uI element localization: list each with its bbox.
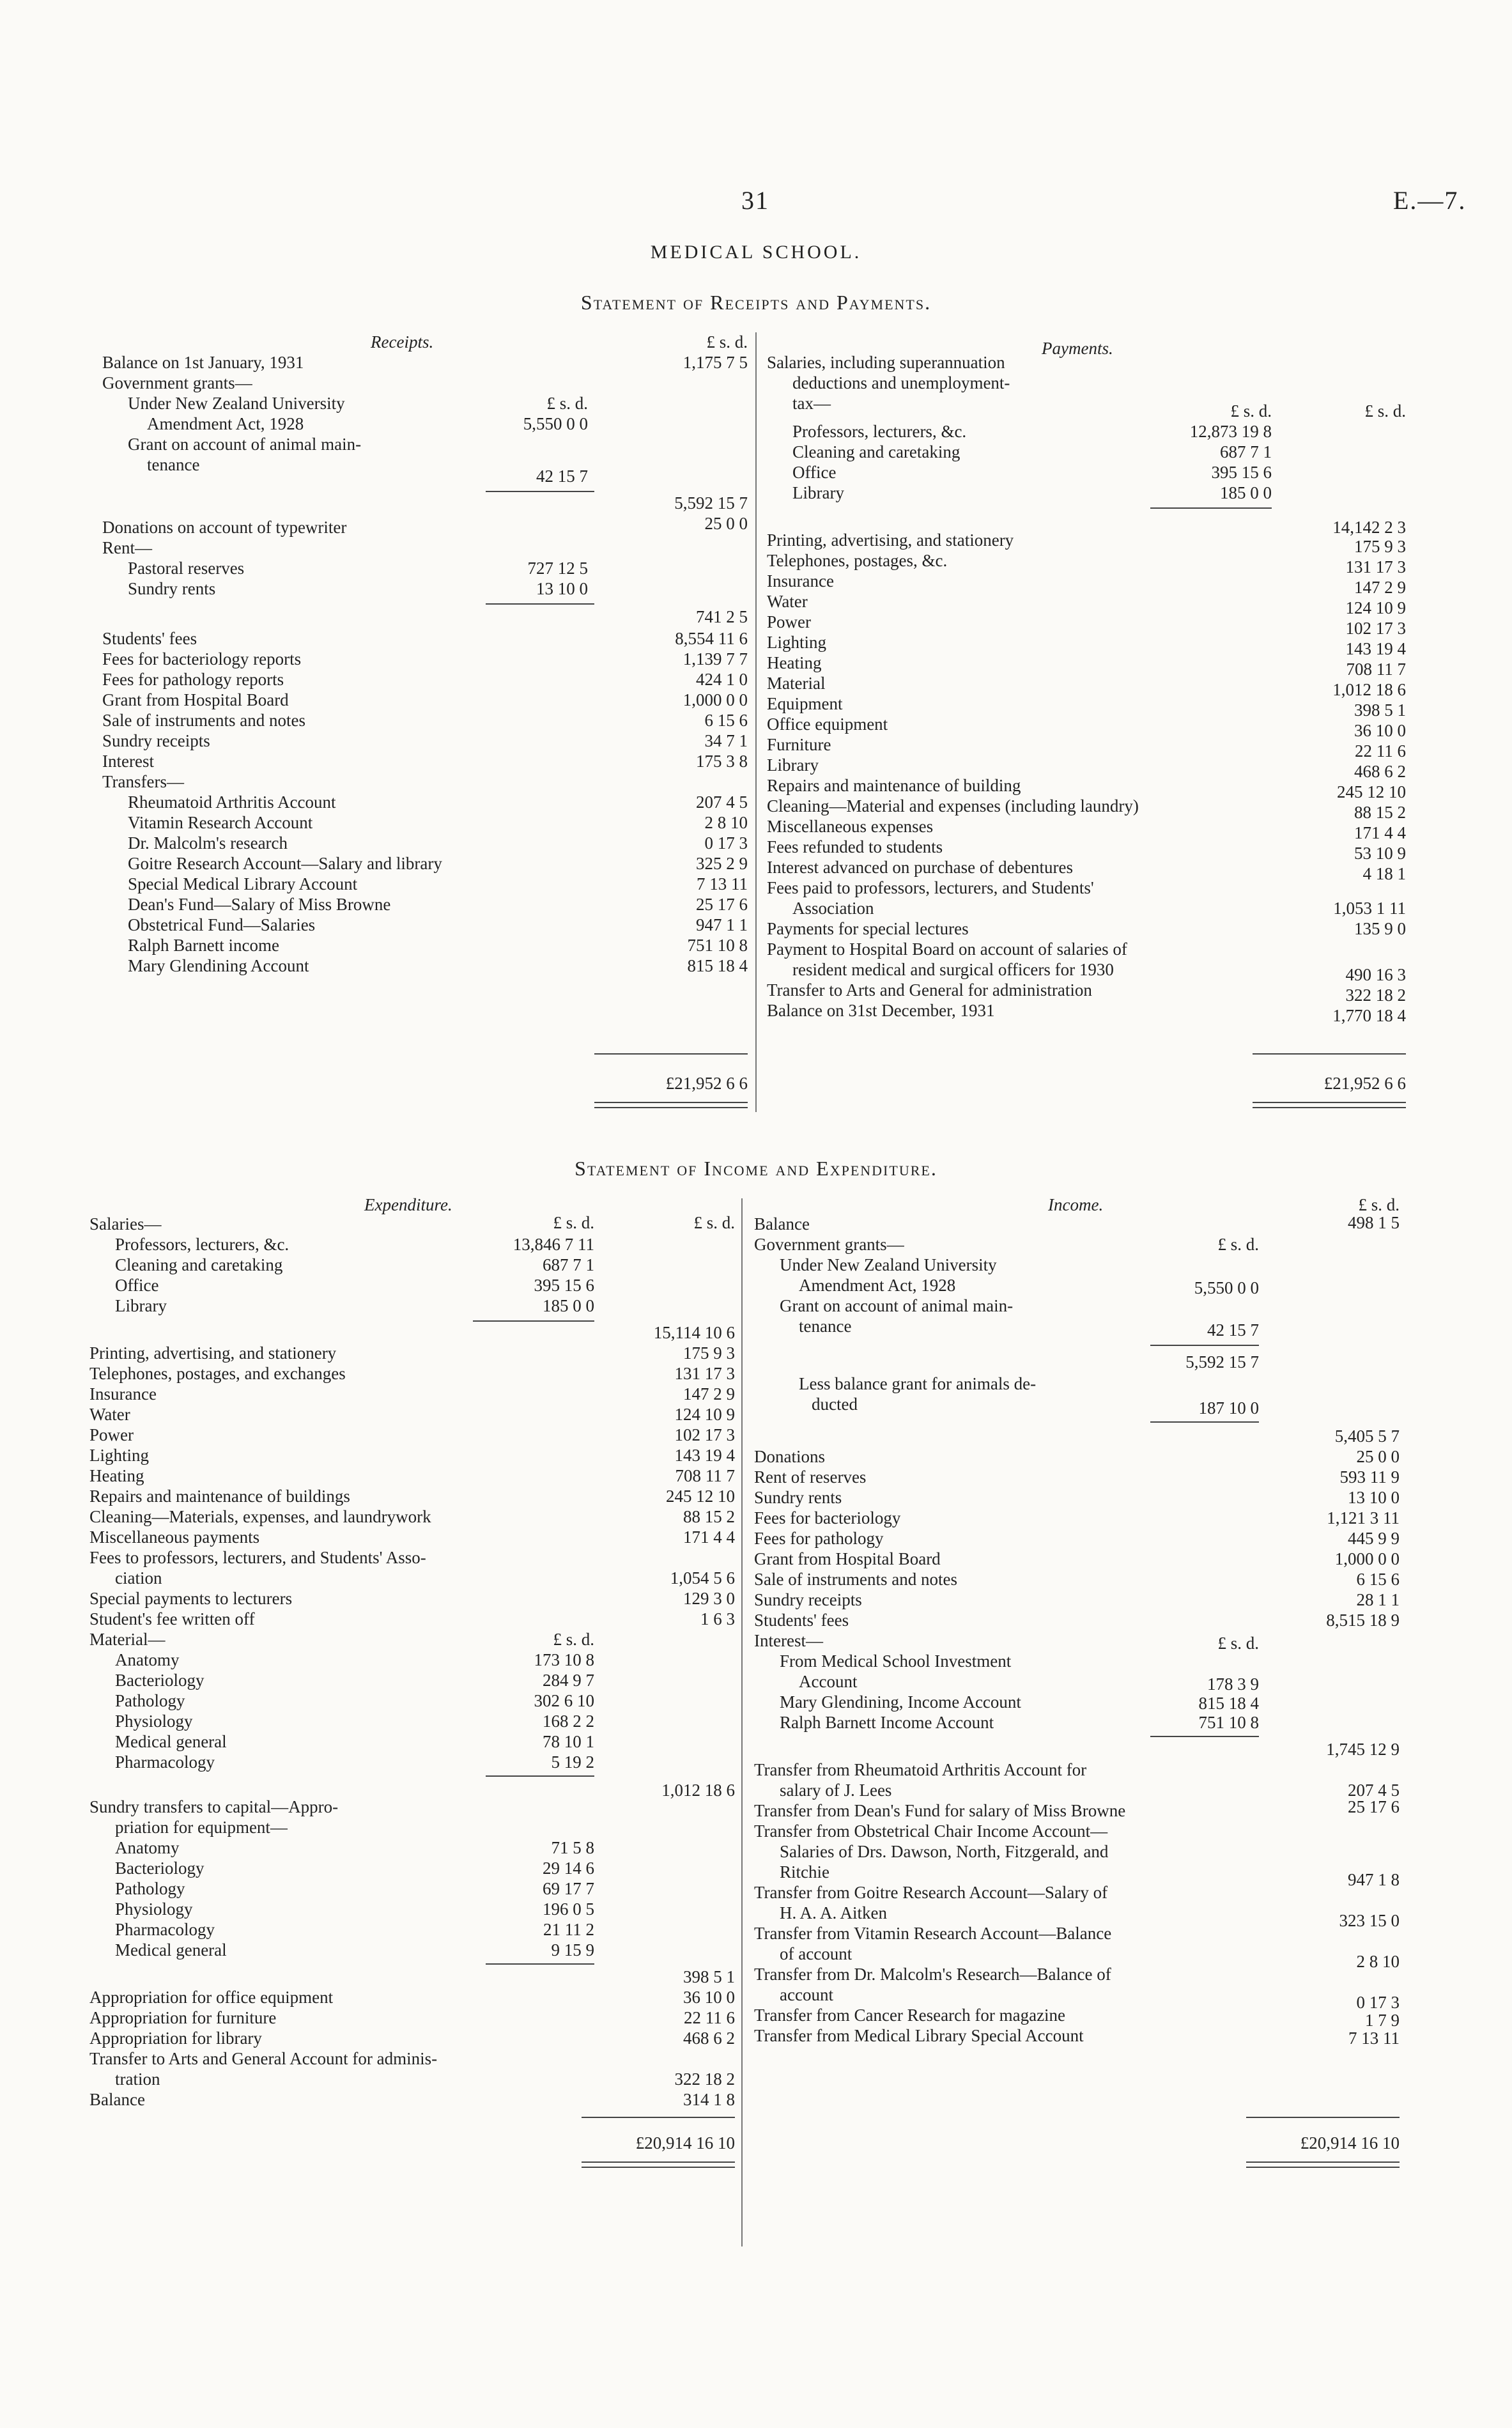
govt-nz-l2: Amendment Act, 1928 bbox=[147, 414, 304, 433]
transfer-item-label: Vitamin Research Account bbox=[128, 813, 313, 832]
inc-barnett: Ralph Barnett Income Account bbox=[780, 1713, 994, 1732]
govt-animal-value: 42 15 7 bbox=[536, 467, 588, 486]
exp-material-value: 173 10 8 bbox=[534, 1650, 594, 1669]
exp-salary-label: Professors, lecturers, &c. bbox=[115, 1235, 289, 1254]
pay-item-value: 143 19 4 bbox=[1345, 639, 1406, 658]
pay-salary-value: 687 7 1 bbox=[1220, 442, 1272, 461]
pay-fees-value: 1,053 1 11 bbox=[1333, 899, 1406, 918]
inc-item-value: 28 1 1 bbox=[1356, 1590, 1400, 1609]
transfer-item-label: Dr. Malcolm's research bbox=[128, 833, 288, 853]
pay-salary-value: 12,873 19 8 bbox=[1189, 422, 1272, 441]
receipt-item-label: Fees for pathology reports bbox=[102, 670, 284, 689]
govt-total: 5,592 15 7 bbox=[674, 493, 748, 513]
exp-item-label: Power bbox=[89, 1425, 134, 1444]
exp-fees-l2: ciation bbox=[115, 1568, 162, 1588]
exp-salary-value: 687 7 1 bbox=[543, 1255, 594, 1274]
payments-total-rule bbox=[1253, 1053, 1406, 1055]
exp-item-label: Cleaning—Materials, expenses, and laundrywork bbox=[89, 1507, 431, 1526]
inc-item-label: Sundry receipts bbox=[754, 1590, 862, 1609]
receipt-item-label: Grant from Hospital Board bbox=[102, 690, 289, 709]
exp-students-fee: Student's fee written off bbox=[89, 1609, 255, 1628]
exp-material-item: Pharmacology bbox=[115, 1752, 215, 1772]
exp-material-item: Bacteriology bbox=[115, 1671, 204, 1690]
exp-item-value: 171 4 4 bbox=[683, 1527, 735, 1547]
pay-item-value: 175 9 3 bbox=[1354, 537, 1406, 556]
inc-nz-l1: Under New Zealand University bbox=[780, 1255, 997, 1274]
expenditure-label: Expenditure. bbox=[364, 1195, 452, 1214]
inc-interest-value1: 178 3 9 bbox=[1207, 1674, 1259, 1694]
ie-divider bbox=[741, 1198, 743, 2246]
receipts-total: £21,952 6 6 bbox=[665, 1074, 748, 1093]
receipt-item-value: 424 1 0 bbox=[696, 670, 748, 689]
govt-nz-l1: Under New Zealand University bbox=[128, 394, 345, 413]
inc-double-rule bbox=[1246, 2161, 1400, 2168]
inc-less-l2: ducted bbox=[812, 1395, 858, 1414]
exp-item-value: 175 9 3 bbox=[683, 1343, 735, 1363]
inc-animal-l2: tenance bbox=[799, 1317, 852, 1336]
inc-item-label: Students' fees bbox=[754, 1611, 849, 1630]
exp-item-label: Printing, advertising, and stationery bbox=[89, 1343, 337, 1363]
receipt-item-value: 8,554 11 6 bbox=[675, 629, 748, 648]
pay-item-label: Material bbox=[767, 674, 826, 693]
inc-barnett-value: 751 10 8 bbox=[1198, 1713, 1259, 1732]
exp-sundry-item: Pathology bbox=[115, 1879, 185, 1898]
pay-item-value: 171 4 4 bbox=[1354, 823, 1406, 842]
receipt-item-value: 1,000 0 0 bbox=[683, 690, 748, 709]
pay-balance: Balance on 31st December, 1931 bbox=[767, 1001, 995, 1020]
exp-approp-label: Appropriation for furniture bbox=[89, 2008, 277, 2027]
inc-t4-l1: Transfer from Goitre Research Account—Salary of bbox=[754, 1883, 1108, 1902]
pay-salary-rule bbox=[1150, 507, 1272, 509]
inc-main-header: £ s. d. bbox=[1358, 1195, 1400, 1214]
rent-pastoral: Pastoral reserves bbox=[128, 559, 245, 578]
receipt-item-value: 34 7 1 bbox=[704, 731, 748, 750]
pay-item-value: 131 17 3 bbox=[1345, 557, 1406, 576]
inc-item-label: Grant from Hospital Board bbox=[754, 1549, 941, 1568]
inc-item-value: 1,121 3 11 bbox=[1327, 1508, 1400, 1527]
inc-sub-header: £ s. d. bbox=[1217, 1235, 1259, 1254]
inc-item-label: Donations bbox=[754, 1447, 825, 1466]
exp-material-item: Anatomy bbox=[115, 1650, 180, 1669]
inc-interest-rule bbox=[1150, 1736, 1259, 1737]
inc-item-label: Fees for pathology bbox=[754, 1529, 884, 1548]
rent-rule bbox=[486, 603, 594, 605]
exp-sundry-value: 71 5 8 bbox=[551, 1838, 594, 1857]
exp-transfer-value: 322 18 2 bbox=[674, 2069, 735, 2089]
pay-item-label: Repairs and maintenance of building bbox=[767, 776, 1021, 795]
exp-material-total: 1,012 18 6 bbox=[661, 1781, 735, 1800]
inc-interest-header: £ s. d. bbox=[1217, 1634, 1259, 1653]
rent-sundry-value: 13 10 0 bbox=[536, 579, 588, 598]
rent-total: 741 2 5 bbox=[696, 607, 748, 626]
exp-item-value: 124 10 9 bbox=[674, 1405, 735, 1424]
transfer-item-value: 207 4 5 bbox=[696, 793, 748, 812]
pay-item-value: 36 10 0 bbox=[1354, 721, 1406, 740]
inc-total: £20,914 16 10 bbox=[1300, 2133, 1400, 2153]
pay-salary-label: Cleaning and caretaking bbox=[792, 442, 960, 461]
receipts-total-rule bbox=[594, 1053, 748, 1055]
exp-item-label: Insurance bbox=[89, 1384, 157, 1403]
inc-glendining: Mary Glendining, Income Account bbox=[780, 1692, 1021, 1712]
transfer-item-value: 25 17 6 bbox=[696, 895, 748, 914]
pay-item-label: Furniture bbox=[767, 735, 831, 754]
exp-transfer-l1: Transfer to Arts and General Account for adminis- bbox=[89, 2049, 438, 2068]
exp-salary-value: 395 15 6 bbox=[534, 1276, 594, 1295]
exp-special-value: 129 3 0 bbox=[683, 1589, 735, 1608]
exp-item-value: 708 11 7 bbox=[675, 1466, 735, 1485]
rent-sundry: Sundry rents bbox=[128, 579, 216, 598]
exp-salary-label: Office bbox=[115, 1276, 159, 1295]
receipt-item-label: Students' fees bbox=[102, 629, 197, 648]
transfer-item-label: Obstetrical Fund—Salaries bbox=[128, 915, 316, 934]
inc-t2: Transfer from Dean's Fund for salary of Miss Browne bbox=[754, 1801, 1126, 1820]
donations-label: Donations on account of typewriter bbox=[102, 518, 347, 537]
inc-t7-value: 1 7 9 bbox=[1365, 2011, 1400, 2030]
pay-salaries-l3: tax— bbox=[792, 394, 831, 413]
exp-sundry-rule bbox=[486, 1963, 594, 1965]
receipt-item-value: 6 15 6 bbox=[704, 711, 748, 730]
govt-animal-l1: Grant on account of animal main- bbox=[128, 435, 362, 454]
receipts-double-rule bbox=[594, 1102, 748, 1108]
exp-balance: Balance bbox=[89, 2090, 145, 2109]
exp-double-rule bbox=[582, 2161, 735, 2168]
inc-balance-value: 498 1 5 bbox=[1348, 1213, 1400, 1232]
inc-less-value: 187 10 0 bbox=[1198, 1398, 1259, 1418]
inc-t6-value: 0 17 3 bbox=[1356, 1993, 1400, 2012]
inc-animal-l1: Grant on account of animal main- bbox=[780, 1296, 1014, 1315]
page-number: 31 bbox=[741, 186, 769, 215]
govt-sub-header: £ s. d. bbox=[546, 394, 588, 413]
inc-interest-label: Interest— bbox=[754, 1631, 823, 1650]
inc-t3-l3: Ritchie bbox=[780, 1862, 829, 1882]
pay-item-label: Insurance bbox=[767, 571, 834, 591]
pay-salary-label: Professors, lecturers, &c. bbox=[792, 422, 967, 441]
exp-sundry-l1: Sundry transfers to capital—Appro- bbox=[89, 1797, 339, 1816]
pay-item-value: 468 6 2 bbox=[1354, 762, 1406, 781]
pay-item-label: Office equipment bbox=[767, 715, 888, 734]
exp-salary-label: Cleaning and caretaking bbox=[115, 1255, 283, 1274]
exp-sub-header: £ s. d. bbox=[553, 1213, 594, 1232]
pay-item-value: 245 12 10 bbox=[1337, 782, 1406, 801]
transfer-item-value: 0 17 3 bbox=[704, 833, 748, 853]
pay-item-value: 4 18 1 bbox=[1362, 864, 1406, 883]
pay-fees-l2: Association bbox=[792, 899, 874, 918]
exp-item-value: 131 17 3 bbox=[674, 1364, 735, 1383]
donations-value: 25 0 0 bbox=[704, 514, 748, 533]
exp-material-item: Physiology bbox=[115, 1712, 193, 1731]
exp-approp-value: 36 10 0 bbox=[683, 1988, 735, 2007]
pay-item-value: 53 10 9 bbox=[1354, 844, 1406, 863]
receipt-item-label: Fees for bacteriology reports bbox=[102, 649, 302, 669]
inc-item-value: 1,000 0 0 bbox=[1334, 1549, 1400, 1568]
inc-t8: Transfer from Medical Library Special Account bbox=[754, 2026, 1084, 2045]
exp-material-label: Material— bbox=[89, 1630, 166, 1649]
pay-item-label: Equipment bbox=[767, 694, 843, 713]
pay-salaries-l2: deductions and unemployment- bbox=[792, 373, 1010, 392]
inc-t8-value: 7 13 11 bbox=[1348, 2029, 1400, 2048]
balance-label: Balance on 1st January, 1931 bbox=[102, 353, 304, 372]
exp-total: £20,914 16 10 bbox=[635, 2133, 735, 2153]
transfer-item-value: 325 2 9 bbox=[696, 854, 748, 873]
exp-material-value: 302 6 10 bbox=[534, 1691, 594, 1710]
transfer-item-label: Special Medical Library Account bbox=[128, 874, 358, 893]
exp-material-value: 78 10 1 bbox=[543, 1732, 594, 1751]
receipt-item-label: Sundry receipts bbox=[102, 731, 210, 750]
pay-item-value: 22 11 6 bbox=[1355, 741, 1406, 761]
pay-hospital-l1: Payment to Hospital Board on account of salaries of bbox=[767, 939, 1127, 959]
pay-salary-label: Library bbox=[792, 483, 844, 502]
inc-less-rule bbox=[1150, 1421, 1259, 1423]
receipts-label: Receipts. bbox=[371, 332, 434, 352]
ie-heading: Statement of Income and Expenditure. bbox=[575, 1157, 937, 1180]
inc-govt-sub: 5,592 15 7 bbox=[1185, 1352, 1259, 1372]
inc-t3-value: 947 1 8 bbox=[1348, 1870, 1400, 1889]
pay-hospital-value: 490 16 3 bbox=[1345, 965, 1406, 984]
transfer-item-value: 2 8 10 bbox=[704, 813, 748, 832]
pay-arts: Transfer to Arts and General for administration bbox=[767, 980, 1092, 1000]
exp-fees-l1: Fees to professors, lecturers, and Students' Asso- bbox=[89, 1548, 426, 1567]
exp-main-header: £ s. d. bbox=[693, 1213, 735, 1232]
exp-salary-label: Library bbox=[115, 1296, 167, 1315]
exp-item-value: 102 17 3 bbox=[674, 1425, 735, 1444]
pay-main-header: £ s. d. bbox=[1364, 401, 1406, 421]
transfer-item-label: Goitre Research Account—Salary and library bbox=[128, 854, 442, 873]
exp-sundry-value: 21 11 2 bbox=[543, 1920, 594, 1939]
inc-nz-l2: Amendment Act, 1928 bbox=[799, 1276, 956, 1295]
exp-material-value: 5 19 2 bbox=[551, 1752, 594, 1772]
exp-sundry-item: Anatomy bbox=[115, 1838, 180, 1857]
exp-sundry-item: Bacteriology bbox=[115, 1859, 204, 1878]
exp-approp-value: 22 11 6 bbox=[684, 2008, 735, 2027]
pay-item-value: 124 10 9 bbox=[1345, 598, 1406, 617]
inc-item-label: Sundry rents bbox=[754, 1488, 842, 1507]
receipt-item-value: 1,139 7 7 bbox=[683, 649, 748, 669]
inc-item-value: 445 9 9 bbox=[1348, 1529, 1400, 1548]
exp-sundry-item: Physiology bbox=[115, 1899, 193, 1919]
inc-item-value: 13 10 0 bbox=[1348, 1488, 1400, 1507]
inc-t1-value: 207 4 5 bbox=[1348, 1781, 1400, 1800]
exp-approp-label: Appropriation for library bbox=[89, 2029, 262, 2048]
pay-item-label: Water bbox=[767, 592, 808, 611]
inc-item-value: 8,515 18 9 bbox=[1326, 1611, 1400, 1630]
transfer-item-value: 815 18 4 bbox=[687, 956, 748, 975]
inc-t5-l1: Transfer from Vitamin Research Account—Balance bbox=[754, 1924, 1112, 1943]
pay-sub-header: £ s. d. bbox=[1230, 401, 1272, 421]
exp-item-label: Miscellaneous payments bbox=[89, 1527, 260, 1547]
exp-sundry-value: 29 14 6 bbox=[543, 1859, 594, 1878]
govt-grants-label: Government grants— bbox=[102, 373, 252, 392]
transfer-item-label: Dean's Fund—Salary of Miss Browne bbox=[128, 895, 391, 914]
exp-item-label: Repairs and maintenance of buildings bbox=[89, 1487, 350, 1506]
pay-item-label: Miscellaneous expenses bbox=[767, 817, 934, 836]
inc-t5-value: 2 8 10 bbox=[1356, 1952, 1400, 1971]
exp-balance-value: 314 1 8 bbox=[683, 2090, 735, 2109]
receipt-item-label: Sale of instruments and notes bbox=[102, 711, 305, 730]
exp-sundry-value: 196 0 5 bbox=[543, 1899, 594, 1919]
exp-material-item: Medical general bbox=[115, 1732, 227, 1751]
exp-material-header: £ s. d. bbox=[553, 1630, 594, 1649]
exp-sundry-value: 69 17 7 bbox=[543, 1879, 594, 1898]
document-title: MEDICAL SCHOOL. bbox=[650, 242, 862, 263]
exp-item-value: 88 15 2 bbox=[683, 1507, 735, 1526]
transfer-item-value: 947 1 1 bbox=[696, 915, 748, 934]
inc-t3-l1: Transfer from Obstetrical Chair Income Account— bbox=[754, 1821, 1108, 1841]
inc-t4-l2: H. A. A. Aitken bbox=[780, 1903, 888, 1922]
exp-total-rule bbox=[582, 2117, 735, 2118]
expenditure-section bbox=[89, 1195, 735, 2250]
inc-animal-value: 42 15 7 bbox=[1207, 1320, 1259, 1340]
exp-approp-value: 468 6 2 bbox=[683, 2029, 735, 2048]
inc-nz-value: 5,550 0 0 bbox=[1194, 1278, 1259, 1297]
pay-salary-value: 185 0 0 bbox=[1220, 483, 1272, 502]
pay-item-value: 88 15 2 bbox=[1354, 803, 1406, 822]
exp-material-item: Pathology bbox=[115, 1691, 185, 1710]
exp-approp-label: Appropriation for office equipment bbox=[89, 1988, 334, 2007]
income-section bbox=[754, 1195, 1400, 2250]
exp-item-label: Water bbox=[89, 1405, 130, 1424]
receipt-item-label: Interest bbox=[102, 752, 154, 771]
pay-item-label: Power bbox=[767, 612, 811, 631]
page-code: E.—7. bbox=[1393, 186, 1467, 215]
pay-item-value: 708 11 7 bbox=[1346, 660, 1406, 679]
exp-material-rule bbox=[486, 1775, 594, 1777]
receipts-section bbox=[102, 332, 748, 1112]
pay-item-value: 398 5 1 bbox=[1354, 700, 1406, 720]
govt-animal-l2: tenance bbox=[147, 455, 200, 474]
exp-item-value: 143 19 4 bbox=[674, 1446, 735, 1465]
rp-heading: Statement of Receipts and Payments. bbox=[580, 291, 932, 314]
payments-label: Payments. bbox=[1042, 339, 1113, 358]
pay-item-value: 1,012 18 6 bbox=[1332, 680, 1406, 699]
payments-total: £21,952 6 6 bbox=[1323, 1074, 1406, 1093]
inc-t1-l1: Transfer from Rheumatoid Arthritis Account for bbox=[754, 1760, 1087, 1779]
exp-sundry-l2: priation for equipment— bbox=[115, 1818, 288, 1837]
exp-sundry-value: 9 15 9 bbox=[551, 1940, 594, 1960]
payments-double-rule bbox=[1253, 1102, 1406, 1108]
govt-nz-value: 5,550 0 0 bbox=[523, 414, 588, 433]
inc-balance: Balance bbox=[754, 1214, 810, 1233]
exp-special: Special payments to lecturers bbox=[89, 1589, 293, 1608]
exp-salaries-label: Salaries— bbox=[89, 1214, 162, 1233]
rent-label: Rent— bbox=[102, 538, 152, 557]
inc-glendining-value: 815 18 4 bbox=[1198, 1694, 1259, 1713]
govt-rule bbox=[486, 491, 594, 492]
inc-item-value: 25 0 0 bbox=[1356, 1447, 1400, 1466]
pay-item-value: 102 17 3 bbox=[1345, 619, 1406, 638]
exp-salary-value: 13,846 7 11 bbox=[513, 1235, 594, 1254]
inc-t1-l2: salary of J. Lees bbox=[780, 1781, 892, 1800]
inc-item-label: Sale of instruments and notes bbox=[754, 1570, 957, 1589]
pay-balance-value: 1,770 18 4 bbox=[1332, 1006, 1406, 1025]
pay-special-lectures: Payments for special lectures bbox=[767, 919, 969, 938]
pay-item-label: Telephones, postages, &c. bbox=[767, 551, 948, 570]
exp-sundry-item: Pharmacology bbox=[115, 1920, 215, 1939]
inc-t5-l2: of account bbox=[780, 1944, 852, 1963]
exp-item-label: Heating bbox=[89, 1466, 144, 1485]
exp-sundry-total: 398 5 1 bbox=[683, 1967, 735, 1986]
pay-salaries-l1: Salaries, including superannuation bbox=[767, 353, 1005, 372]
balance-value: 1,175 7 5 bbox=[683, 353, 748, 372]
transfer-item-value: 751 10 8 bbox=[687, 936, 748, 955]
pay-arts-value: 322 18 2 bbox=[1345, 986, 1406, 1005]
inc-govt-rule bbox=[1150, 1345, 1259, 1346]
exp-salary-rule bbox=[473, 1320, 594, 1322]
inc-t6-l2: account bbox=[780, 1985, 833, 2004]
exp-transfer-l2: tration bbox=[115, 2069, 160, 2089]
pay-item-label: Printing, advertising, and stationery bbox=[767, 530, 1014, 550]
inc-item-label: Fees for bacteriology bbox=[754, 1508, 901, 1527]
inc-total-rule bbox=[1246, 2117, 1400, 2118]
pay-salaries-total: 14,142 2 3 bbox=[1332, 518, 1406, 537]
transfers-label: Transfers— bbox=[102, 772, 184, 791]
pay-item-value: 147 2 9 bbox=[1354, 578, 1406, 597]
inc-interest-l2: Account bbox=[799, 1672, 858, 1691]
exp-salary-value: 185 0 0 bbox=[543, 1296, 594, 1315]
inc-t3-l2: Salaries of Drs. Dawson, North, Fitzgerald, and bbox=[780, 1842, 1109, 1861]
inc-govt-label: Government grants— bbox=[754, 1235, 904, 1254]
transfer-item-label: Mary Glendining Account bbox=[128, 956, 309, 975]
receipts-currency-header: £ s. d. bbox=[706, 332, 748, 352]
inc-interest-l1: From Medical School Investment bbox=[780, 1651, 1012, 1671]
pay-item-label: Lighting bbox=[767, 633, 826, 652]
transfer-item-label: Ralph Barnett income bbox=[128, 936, 279, 955]
pay-item-label: Fees refunded to students bbox=[767, 837, 943, 856]
exp-item-value: 245 12 10 bbox=[666, 1487, 735, 1506]
exp-fees-value: 1,054 5 6 bbox=[670, 1568, 735, 1588]
exp-item-value: 147 2 9 bbox=[683, 1384, 735, 1403]
exp-material-value: 284 9 7 bbox=[543, 1671, 594, 1690]
inc-interest-total: 1,745 12 9 bbox=[1326, 1740, 1400, 1759]
inc-t4-value: 323 15 0 bbox=[1339, 1911, 1400, 1930]
pay-item-label: Heating bbox=[767, 653, 822, 672]
inc-less-l1: Less balance grant for animals de- bbox=[799, 1374, 1037, 1393]
income-label: Income. bbox=[1048, 1195, 1104, 1214]
inc-item-value: 6 15 6 bbox=[1356, 1570, 1400, 1589]
inc-item-label: Rent of reserves bbox=[754, 1467, 867, 1487]
rp-divider bbox=[755, 332, 757, 1112]
payments-section bbox=[767, 332, 1406, 1112]
receipt-item-value: 175 3 8 bbox=[696, 752, 748, 771]
exp-salaries-total: 15,114 10 6 bbox=[653, 1323, 735, 1342]
inc-govt-total: 5,405 5 7 bbox=[1334, 1427, 1400, 1446]
pay-salary-label: Office bbox=[792, 463, 837, 482]
inc-t2-value: 25 17 6 bbox=[1348, 1797, 1400, 1816]
exp-sundry-item: Medical general bbox=[115, 1940, 227, 1960]
exp-students-fee-value: 1 6 3 bbox=[700, 1609, 735, 1628]
inc-item-value: 593 11 9 bbox=[1339, 1467, 1400, 1487]
transfer-item-value: 7 13 11 bbox=[697, 874, 748, 893]
pay-fees-l1: Fees paid to professors, lecturers, and Students' bbox=[767, 878, 1094, 897]
exp-item-label: Lighting bbox=[89, 1446, 149, 1465]
inc-t6-l1: Transfer from Dr. Malcolm's Research—Balance of bbox=[754, 1965, 1111, 1984]
pay-item-label: Interest advanced on purchase of debentures bbox=[767, 858, 1074, 877]
exp-item-label: Telephones, postages, and exchanges bbox=[89, 1364, 346, 1383]
transfer-item-label: Rheumatoid Arthritis Account bbox=[128, 793, 336, 812]
pay-item-label: Library bbox=[767, 755, 819, 775]
pay-special-value: 135 9 0 bbox=[1354, 919, 1406, 938]
exp-material-value: 168 2 2 bbox=[543, 1712, 594, 1731]
pay-hospital-l2: resident medical and surgical officers for 1930 bbox=[792, 960, 1114, 979]
pay-item-label: Cleaning—Material and expenses (including laundry) bbox=[767, 796, 1139, 816]
pay-salary-value: 395 15 6 bbox=[1211, 463, 1272, 482]
inc-t7: Transfer from Cancer Research for magazine bbox=[754, 2006, 1066, 2025]
rent-pastoral-value: 727 12 5 bbox=[527, 559, 588, 578]
